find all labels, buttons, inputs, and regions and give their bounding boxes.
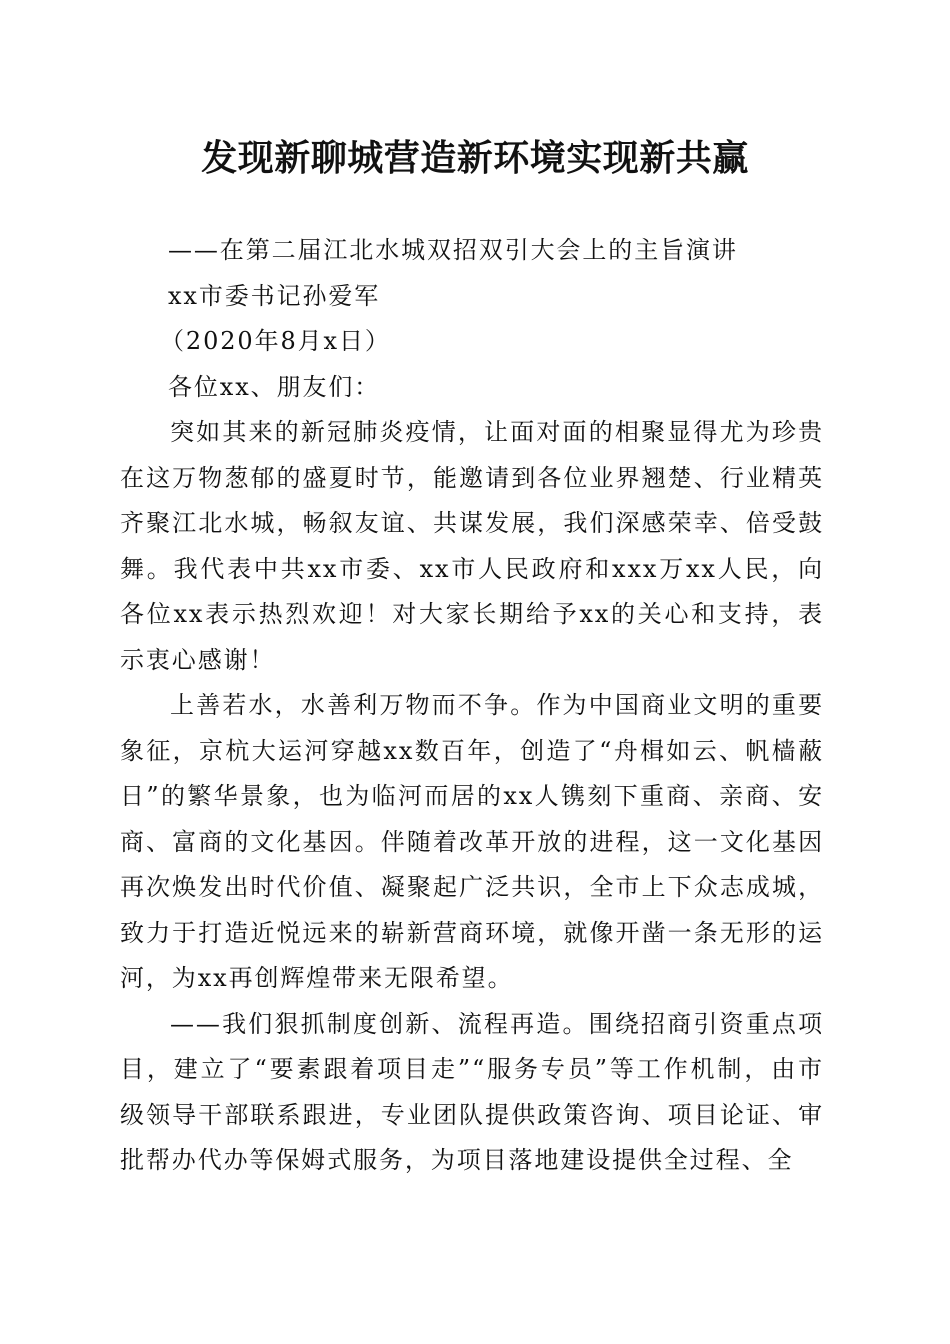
- paragraph-2: 上善若水，水善利万物而不争。作为中国商业文明的重要象征，京杭大运河穿越xx数百年，创造了“舟楫如云、帆樯蔽日”的繁华景象，也为临河而居的xx人镌刻下重商、亲商、安商、富商的文化基因。伴随着改革开放的进程，这一文化基因再次焕发出时代价值、凝聚起广泛共识，全市上下众志成城，致力于打造近悦远来的崭新营商环境，就像开凿一条无形的运河，为xx再创辉煌带来无限希望。: [120, 691, 824, 992]
- document-subtitle: ——在第二届江北水城双招双引大会上的主旨演讲: [168, 236, 738, 264]
- greeting-line: 各位xx、朋友们：: [168, 372, 381, 401]
- speaker-line: xx市委书记孙爱军: [168, 281, 381, 310]
- paragraph-3: ——我们狠抓制度创新、流程再造。围绕招商引资重点项目，建立了“要素跟着项目走”“服务专员”等工作机制，由市级领导干部联系跟进，专业团队提供政策咨询、项目论证、审批帮办代办等保姆式服务，为项目落地建设提供全过程、全: [120, 1009, 824, 1174]
- document-title: 发现新聊城营造新环境实现新共赢: [201, 137, 749, 179]
- date-line: （2020年8月x日）: [160, 327, 391, 355]
- paragraph-1: 突如其来的新冠肺炎疫情，让面对面的相聚显得尤为珍贵在这万物葱郁的盛夏时节，能邀请到各位业界翘楚、行业精英齐聚江北水城，畅叙友谊、共谋发展，我们深感荣幸、倍受鼓舞。我代表中共xx市委、xx市人民政府和xxx万xx人民，向各位xx表示热烈欢迎！对大家长期给予xx的关心和支持，表示衷心感谢！: [120, 418, 824, 674]
- document-body: [120, 228, 824, 1184]
